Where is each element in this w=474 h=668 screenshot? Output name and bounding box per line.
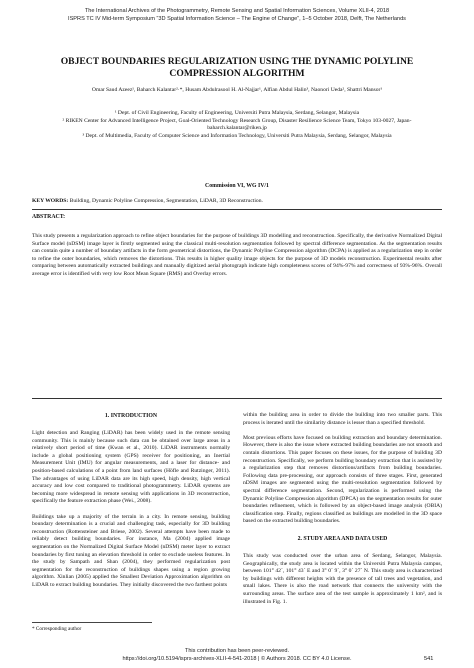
study-area-paragraph: This study was conducted over the urban area of Serdang, Selangor, Malaysia. Geographically, the study area is located within the Universiti Putra Malaysia campus, between 101° 42´, 101° 43´ E and 3° 0´ 9´, 3° 0´ 27´ N. This study area is characterized by buildings with different heights with the presence of tall trees and vegetation, and small lakes. There is also the road network that connects the university with the surrounding areas. The surface area of the test sample is approximately 1 km², and is illustrated in Fig. 1.: [243, 553, 442, 605]
affiliation-2: ² RIKEN Center for Advanced Intelligence Project, Goal-Oriented Technology Research Group, Disaster Resilience Science Team, Tokyo 103-0027, Japan- baharch.kalantar@riken.jp: [62, 117, 412, 132]
rule-top: [32, 209, 442, 210]
keywords: [32, 197, 444, 205]
intro-paragraph-1: Light detection and Ranging (LiDAR) has been widely used in the remote sensing community. This is mainly because such data can be obtained over large areas in a relatively short period of time (Kwan et al., 2010). LiDAR instruments normally include a global positioning system (GPS) receiver for positioning, an Inertial Measurement Unit (IMU) for angular measurements, and a laser for distance- and position-based calculations of a point from land surfaces (Höfle and Rutzinger, 2011). The advantages of using LiDAR data are its high speed, high density, high vertical accuracy and low cost compared to traditional photogrammetry. LiDAR systems are becoming more widespread in remote sensing with applications in 3D reconstruction, specifically the feature extraction phase (Wei., 2008).: [32, 430, 230, 505]
affiliation-1: ¹ Dept. of Civil Engineering, Faculty of Engineering, Universiti Putra Malaysia, Serdang, Selangor, Malaysia: [114, 110, 360, 116]
affiliations: [50, 110, 424, 140]
header-line-1: The International Archives of the Photogrammetry, Remote Sensing and Spatial Information Sciences, Volume XLII-4, 2018: [84, 8, 390, 14]
abstract-text: This study presents a regularization approach to refine object boundaries for the purpose of buildings 3D modelling and reconstruction. Specifically, the derivative Normalized Digital Surface model (nDSM) image layer is firstly segmented using the classical multi-resolution segmentation followed by spectral difference segmentation. As the segmentation results can contain quite a number of boundary artifacts in the form geometrical distortions, the Dynamic Polyline Compression algorithm (DCPA) is applied as a regularization step in order to refine the outer boundaries, which removes the distortions. This results in higher quality image objects for the purpose of 3D models reconstruction. Experimental results after comparing between automatically extracted buildings and manually digitized aerial photograph indicate high completeness scores of 94%-97% and correctness of 93%-96%. Overall average error is identified with very low Root Mean Square (RMS) and Overlay errors.: [32, 233, 442, 277]
footnote-rule: [32, 622, 152, 623]
keywords-text: Building, Dynamic Polyline Compression, Segmentation, LiDAR, 3D Reconstruction.: [68, 198, 263, 204]
intro-paragraph-2: Buildings take up a majority of the terrain in a city. In remote sensing, building boundary determination is a crucial and challenging task, especially for 3D building reconstruction (Rottensteiner and Briese, 2002). Several attempts have been made to reliably detect building boundaries. For instance, Ma (2004) applied image segmentation on the Normalized Digital Surface Model (nDSM) meter layer to extract boundaries by first tuning an elevation threshold in order to exclude useless features. In the study by Sampath and Shan (2004), they performed regularization post segmentation for the reconstruction of buildings shapes using a region growing algorithm. Xinlian (2005) applied the Smallest Deviation Approximation algorithm on LiDAR to extract building boundaries. They initially discovered the two farthest points: [32, 513, 230, 588]
page-footer: [30, 648, 444, 663]
author-list: Omar Saud Azeez¹, Baharch Kalantar²·*, Husam Abdulrasool H. Al-Najjar¹, Alfian Abdul Halin³, Naonori Ueda², Shattri Mansor¹: [91, 87, 383, 93]
footer-doi-license: https://doi.org/10.5194/isprs-archives-XLII-4-541-2018 | © Authors 2018. CC BY 4.0 License.: [122, 655, 352, 662]
right-column-top: [243, 412, 442, 534]
commission-line: Commission VI, WG IV/1: [205, 183, 269, 189]
section-heading-study-area: 2. STUDY AREA AND DATA USED: [297, 536, 388, 542]
intro-paragraph-3: within the building area in order to divide the building into two smaller parts. This process is iterated until the similarity distance is lesser than a specified threshold.: [243, 412, 442, 426]
paper-title: OBJECT BOUNDARIES REGULARIZATION USING THE DYNAMIC POLYLINE COMPRESSION ALGORITHM: [60, 56, 414, 79]
rule-bottom: [32, 398, 442, 399]
footer-peer-review: This contribution has been peer-reviewed.: [184, 648, 290, 654]
right-column-bottom: [243, 553, 442, 614]
running-header: [20, 7, 454, 23]
abstract-heading: ABSTRACT:: [32, 214, 66, 220]
intro-paragraph-4: Most previous efforts have focused on building extraction and boundary determination. However, there is also the issue where extracted building boundaries are not smooth and contain distortions. This paper focuses on these issues, for the purpose of building 3D reconstruction. Specifically, we perform building boundary extraction that is assisted by a regularization step that removes distortions/artifacts from building boundaries. Following data pre-processing, our approach consists of three stages. First, generated nDSM images are segmented using the multi-resolution segmentation followed by spectral difference segmentation. Second, regularization is performed using the Dynamic Polyline Compression algorithm (DPCA) on the segmentation results for outer boundaries refinement, which is followed by an object-based image analysis (OBIA) classification step. Finally, regions classified as buildings are modelled in the 3D space based on the extracted building boundaries.: [243, 434, 442, 525]
page-number: 541: [424, 655, 434, 662]
affiliation-3: ³ Dept. of Multimedia, Faculty of Computer Science and Information Technology, Universiti Putra Malaysia, Serdang, Selangor, Malaysia: [82, 132, 392, 139]
keywords-label: KEY WORDS:: [32, 198, 69, 204]
footnote-corresponding-author: * Corresponding author: [32, 626, 82, 632]
header-line-2: ISPRS TC IV Mid-term Symposium “3D Spatial Information Science – The Engine of Change”, 1–5 October 2018, Delft, The Netherlands: [68, 16, 406, 22]
left-column: [32, 430, 230, 597]
section-heading-introduction: 1. INTRODUCTION: [104, 413, 158, 419]
